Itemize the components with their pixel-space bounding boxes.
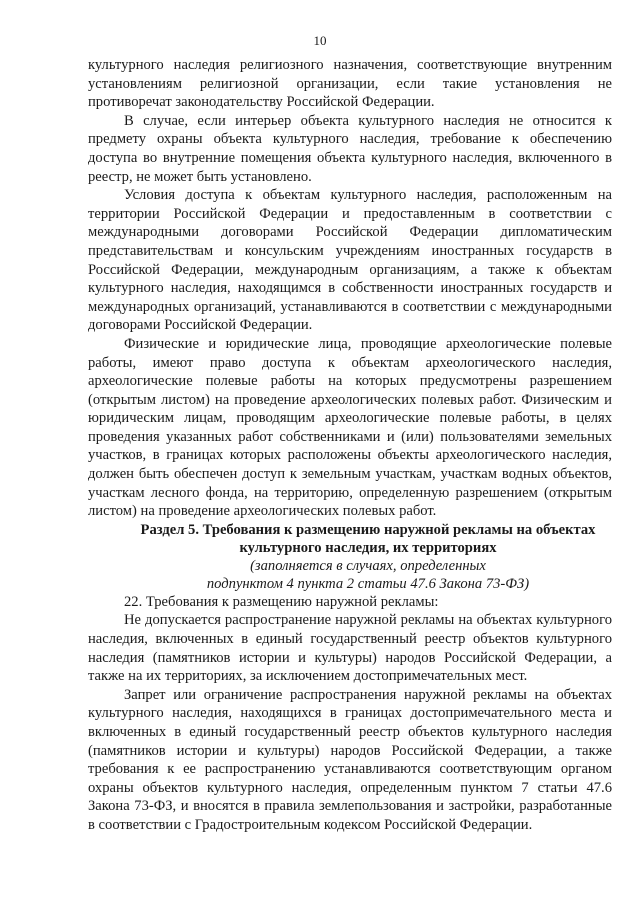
section-heading-line2: культурного наследия, их территориях — [239, 539, 497, 556]
section-note-line2: подпунктом 4 пункта 2 статьи 47.6 Закона 73-ФЗ) — [206, 575, 530, 592]
section-heading-line1: Раздел 5. Требования к размещению наружной рекламы на объектах — [140, 521, 596, 538]
document-body — [88, 56, 612, 835]
paragraph-interior-access: В случае, если интерьер объекта культурного наследия не относится к предмету охраны объекта культурного наследия, требование к обеспечению доступа во внутренние помещения объекта культурного наследия, включенного в реестр, не может быть установлено. — [88, 112, 612, 185]
page-number: 10 — [313, 33, 327, 48]
paragraph-continuation: культурного наследия религиозного назначения, соответствующие внутренним установлениям религиозной организации, если такие установления не противоречат законодательству Российской Федерации. — [88, 57, 612, 111]
paragraph-advertising-prohibition: Не допускается распространение наружной рекламы на объектах культурного наследия, включенных в единый государственный реестр объектов культурного наследия (памятников истории и культуры) народов Российской Федерации, а также на их территориях, за исключением достопримечательных мест. — [88, 612, 612, 685]
paragraph-archaeological-access: Физические и юридические лица, проводящие археологические полевые работы, имеют право доступа к объектам археологического наследия, археологические полевые работы на которых предусмотрены разрешением (открытым листом) на проведение археологических полевых работ. Физическим и юридическим лицам, проводящим археологические полевые работы, в целях проведения указанных работ собственниками и (или) пользователями земельных участков, в границах которых расположены объекты археологического наследия, должен быть обеспечен доступ к земельным участкам, участкам водных объектов, участкам лесного фонда, на территорию, определенную разрешением (открытым листом) на проведение археологических полевых работ. — [88, 335, 612, 520]
paragraph-foreign-access: Условия доступа к объектам культурного наследия, расположенным на территории Российской Федерации и предоставленным в соответствии с международными договорами Российской Федерации дипломатическим представительствам и консульским учреждениям иностранных государств в Российской Федерации, международным организациям, а также к объектам культурного наследия, находящимся в собственности иностранных государств и международных организаций, устанавливаются в соответствии с международными договорами Российской Федерации. — [88, 187, 612, 334]
paragraph-item-22: 22. Требования к размещению наружной рекламы: — [124, 593, 439, 610]
paragraph-advertising-restriction: Запрет или ограничение распространения наружной рекламы на объектах культурного наследия, находящихся в границах достопримечательного места и включенных в единый государственный реестр объектов культурного наследия (памятников истории и культуры) народов Российской Федерации, а также требования к ее распространению устанавливаются соответствующим органом охраны объектов культурного наследия, определенным пунктом 7 статьи 47.6 Закона 73-ФЗ, и вносятся в правила землепользования и застройки, разработанные в соответствии с Градостроительным кодексом Российской Федерации. — [88, 686, 612, 833]
section-note-line1: (заполняется в случаях, определенных — [250, 557, 486, 574]
